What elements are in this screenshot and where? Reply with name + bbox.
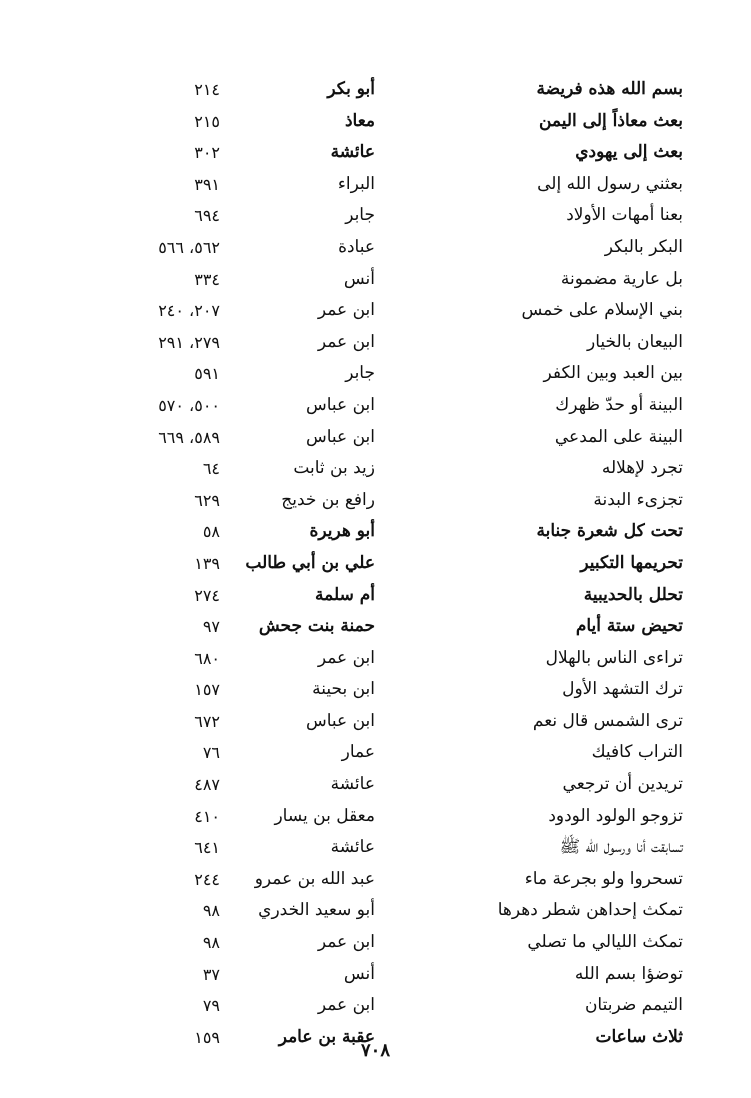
index-row (0, 295, 751, 327)
hadith-phrase: تجزىء البدنة (593, 489, 683, 510)
narrator-name: أنس (343, 268, 375, 289)
page-references: ٩٨ (202, 901, 220, 921)
hadith-phrase: تمكث إحداهن شطر دهرها (497, 900, 683, 921)
narrator-name: البراء (337, 173, 375, 194)
hadith-phrase: تمكث الليالي ما تصلي (527, 932, 683, 953)
hadith-phrase: البكر بالبكر (604, 236, 683, 257)
narrator-name: جابر (345, 363, 375, 384)
narrator-name: عائشة (330, 774, 375, 795)
index-row (0, 769, 751, 801)
index-row (0, 422, 751, 454)
page-references: ٢٠٧، ٢٤٠ (158, 301, 220, 321)
index-row (0, 643, 751, 675)
page-references: ٦٤ (202, 459, 220, 479)
page-references: ٢٧٩، ٢٩١ (158, 332, 220, 352)
index-row (0, 674, 751, 706)
hadith-phrase: ترك التشهد الأول (562, 679, 683, 700)
hadith-phrase: بني الإسلام على خمس (521, 300, 683, 321)
narrator-name: ابن عمر (317, 932, 375, 953)
narrator-name: ابن عمر (317, 647, 375, 668)
index-row (0, 264, 751, 296)
index-row (0, 74, 751, 106)
hadith-phrase: بين العبد وبين الكفر (543, 363, 683, 384)
hadith-phrase: البينة أو حدّ ظهرك (555, 394, 683, 415)
hadith-phrase: البينة على المدعي (554, 426, 683, 447)
page-references: ٢١٤ (194, 80, 220, 99)
page-references: ٤١٠ (194, 806, 220, 826)
index-row (0, 485, 751, 517)
page-references: ٧٦ (202, 743, 220, 763)
narrator-name: زيد بن ثابت (293, 458, 375, 479)
index-row (0, 137, 751, 169)
narrator-name: رافع بن خديج (281, 489, 375, 510)
narrator-name: أم سلمة (315, 584, 375, 605)
page-references: ٢١٥ (194, 111, 220, 131)
hadith-phrase: توضؤا بسم الله (574, 963, 683, 984)
hadith-phrase: البيعان بالخيار (586, 331, 683, 352)
page-references: ٥٨ (202, 522, 220, 542)
hadith-phrase: تحت كل شعرة جنابة (536, 521, 683, 542)
narrator-name: عائشة (330, 142, 375, 163)
index-row (0, 927, 751, 959)
page-references: ٥٩١ (194, 364, 220, 384)
hadith-phrase: تريدين أن ترجعي (562, 774, 683, 795)
index-row (0, 611, 751, 643)
index-row (0, 516, 751, 548)
index-row (0, 990, 751, 1022)
narrator-name: جابر (345, 205, 375, 226)
page-references: ١٣٩ (194, 553, 220, 573)
page-references: ٢٤٤ (194, 869, 220, 889)
index-row (0, 580, 751, 612)
narrator-name: ابن عباس (305, 710, 375, 731)
page-references: ١٥٧ (194, 680, 220, 700)
page-references: ٢٧٤ (194, 585, 220, 605)
page-number: ٧٠٨ (360, 1040, 390, 1061)
hadith-phrase: تحلل بالحديبية (583, 584, 683, 605)
narrator-name: علي بن أبي طالب (245, 552, 375, 573)
hadith-phrase: التيمم ضربتان (584, 995, 683, 1016)
narrator-name: أبو سعيد الخدري (258, 900, 375, 921)
index-row (0, 200, 751, 232)
page-references: ٧٩ (202, 996, 220, 1016)
narrator-name: ابن عمر (317, 995, 375, 1016)
hadith-phrase: تحيض ستة أيام (575, 616, 683, 637)
narrator-name: ابن عباس (305, 426, 375, 447)
narrator-name: أبو بكر (327, 79, 375, 99)
page-references: ٥٨٩، ٦٦٩ (158, 427, 220, 447)
index-row (0, 232, 751, 264)
index-row (0, 737, 751, 769)
page-references: ٣٧ (202, 964, 220, 984)
index-row (0, 453, 751, 485)
page-references: ٦٩٤ (194, 206, 220, 226)
page-references: ١٥٩ (194, 1027, 220, 1047)
page-references: ٦٧٢ (194, 711, 220, 731)
narrator-name: عقبة بن عامر (278, 1026, 375, 1047)
page-references: ٥٦٢، ٥٦٦ (158, 237, 220, 257)
index-row (0, 895, 751, 927)
index-row (0, 327, 751, 359)
narrator-name: عائشة (330, 837, 375, 858)
index-row (0, 390, 751, 422)
narrator-name: حمنة بنت جحش (258, 616, 375, 637)
index-row (0, 358, 751, 390)
hadith-phrase: التراب كافيك (591, 742, 683, 763)
index-row (0, 832, 751, 864)
hadith-phrase: تجرد لإهلاله (601, 458, 683, 479)
hadith-phrase: تحريمها التكبير (580, 552, 683, 573)
narrator-name: عبادة (338, 236, 375, 257)
index-row (0, 801, 751, 833)
narrator-name: عمار (341, 742, 375, 763)
page-references: ٣٩١ (194, 174, 220, 194)
index-row (0, 864, 751, 896)
narrator-name: ابن بحينة (312, 679, 375, 700)
page-references: ٦٨٠ (194, 648, 220, 668)
index-row (0, 106, 751, 138)
narrator-name: عبد الله بن عمرو (254, 868, 375, 889)
hadith-index-list (0, 74, 751, 1053)
index-row (0, 706, 751, 738)
index-row (0, 959, 751, 991)
hadith-phrase: ترى الشمس قال نعم (532, 710, 683, 731)
page-references: ٣٠٢ (194, 143, 220, 163)
page-references: ٤٨٧ (194, 775, 220, 795)
page-references: ٥٠٠، ٥٧٠ (158, 395, 220, 415)
narrator-name: ابن عمر (317, 300, 375, 321)
index-row (0, 548, 751, 580)
narrator-name: معقل بن يسار (274, 805, 375, 826)
hadith-phrase: بعث معاذاً إلى اليمن (538, 110, 683, 131)
narrator-name: ابن عباس (305, 394, 375, 415)
narrator-name: أنس (343, 963, 375, 984)
narrator-name: أبو هريرة (309, 521, 375, 542)
page-references: ٩٨ (202, 933, 220, 953)
narrator-name: ابن عمر (317, 331, 375, 352)
index-row (0, 169, 751, 201)
page-references: ٦٢٩ (194, 490, 220, 510)
hadith-phrase: ثلاث ساعات (595, 1026, 683, 1047)
page-references: ٩٧ (202, 617, 220, 637)
hadith-phrase: بعث إلى يهودي (575, 142, 683, 163)
hadith-phrase: تزوجو الولود الودود (548, 805, 683, 826)
hadith-phrase: بعثني رسول الله إلى (537, 173, 683, 194)
narrator-name: معاذ (344, 110, 375, 131)
hadith-phrase: تسابقت أنا ورسول الله ﷺ (559, 837, 683, 858)
page-references: ٣٣٤ (194, 269, 220, 289)
hadith-phrase: بل عارية مضمونة (560, 268, 683, 289)
hadith-phrase: بسم الله هذه فريضة (536, 79, 683, 99)
hadith-phrase: تسحروا ولو بجرعة ماء (524, 868, 683, 889)
hadith-phrase: بعنا أمهات الأولاد (566, 205, 683, 226)
hadith-phrase: تراءى الناس بالهلال (545, 647, 683, 668)
page-references: ٦٤١ (194, 838, 220, 858)
